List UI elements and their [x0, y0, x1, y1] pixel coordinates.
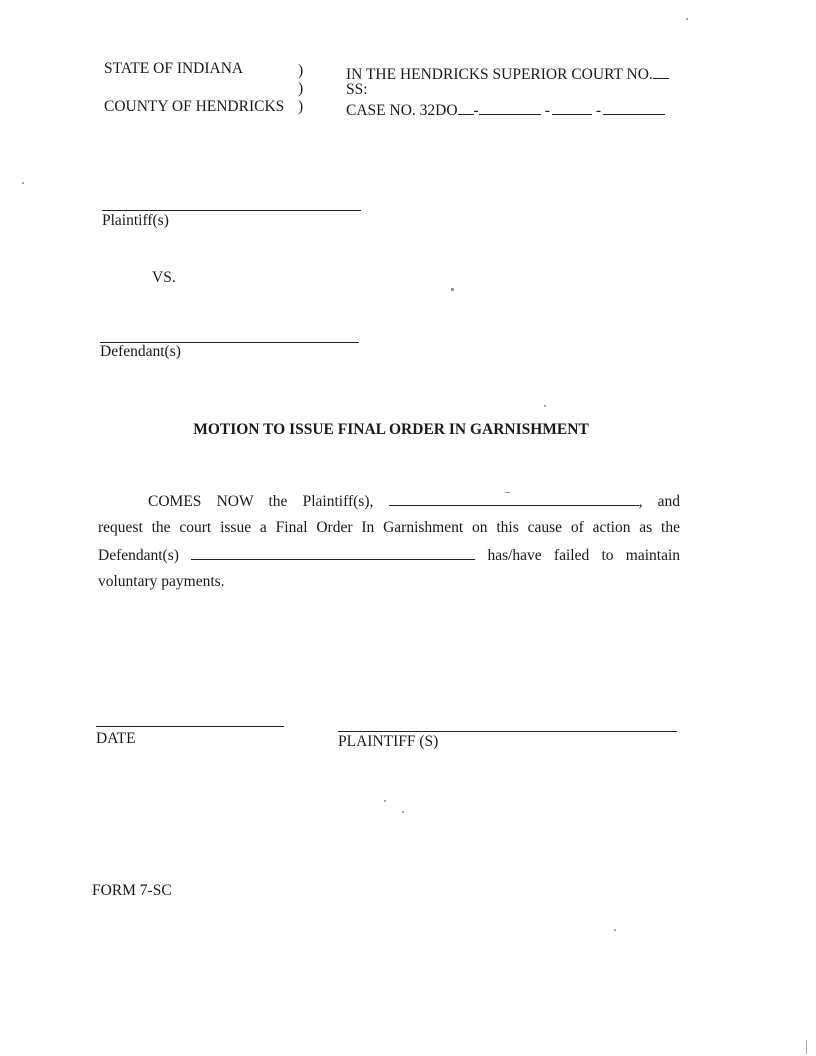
- case-number-field-4[interactable]: [603, 100, 665, 115]
- case-dash: -: [595, 102, 602, 119]
- body-text: COMES NOW the Plaintiff(s),: [148, 493, 374, 510]
- defendant-label: Defendant(s): [100, 343, 181, 360]
- document-title: MOTION TO ISSUE FINAL ORDER IN GARNISHMENT: [193, 421, 589, 438]
- county-label: COUNTY OF HENDRICKS: [104, 98, 285, 115]
- caption-paren: ): [298, 80, 304, 97]
- case-number-field-3[interactable]: [552, 100, 592, 115]
- state-label: STATE OF INDIANA: [104, 60, 244, 77]
- body-line-3: [98, 542, 680, 570]
- scan-speck: [451, 288, 454, 291]
- body-text: , and: [638, 493, 680, 510]
- body-line-2: request the court issue a Final Order In Garnishment on this cause of action as the: [98, 519, 680, 536]
- body-text: has/have failed to maintain: [487, 547, 681, 564]
- scan-speck: [686, 18, 688, 20]
- scan-speck: [806, 1040, 807, 1054]
- plaintiff-name-line[interactable]: [102, 210, 361, 211]
- case-number-field-1[interactable]: [458, 100, 474, 115]
- ss-label: SS:: [346, 81, 368, 98]
- caption-paren: ): [298, 62, 304, 79]
- case-number-field-2[interactable]: [479, 100, 541, 115]
- date-signature-line[interactable]: [96, 726, 284, 727]
- date-label: DATE: [96, 730, 136, 747]
- plaintiff-name-field[interactable]: [389, 491, 639, 506]
- case-dash: -: [473, 102, 479, 119]
- court-name: [346, 64, 669, 84]
- scan-speck: [384, 800, 386, 802]
- court-name-text: IN THE HENDRICKS SUPERIOR COURT NO.: [346, 66, 653, 83]
- scan-speck: [22, 182, 24, 184]
- plaintiff-signature-label: PLAINTIFF (S): [338, 733, 439, 750]
- plaintiff-label: Plaintiff(s): [102, 212, 169, 229]
- versus-label: VS.: [152, 269, 176, 286]
- scan-speck: [505, 492, 510, 493]
- plaintiff-signature-line[interactable]: [338, 731, 677, 732]
- body-line-4: voluntary payments.: [98, 573, 225, 590]
- case-dash: -: [544, 102, 550, 119]
- case-number-label: CASE NO. 32DO: [346, 102, 458, 119]
- case-number: [346, 100, 665, 120]
- body-text: Defendant(s): [98, 547, 179, 564]
- caption-paren: ): [298, 98, 304, 115]
- body-line-1: [98, 488, 680, 516]
- form-id: FORM 7-SC: [92, 882, 172, 899]
- defendant-name-field[interactable]: [191, 545, 475, 560]
- court-number-field[interactable]: [653, 64, 669, 79]
- scan-speck: [402, 811, 404, 813]
- scan-speck: [544, 405, 546, 407]
- scan-speck: [614, 929, 616, 931]
